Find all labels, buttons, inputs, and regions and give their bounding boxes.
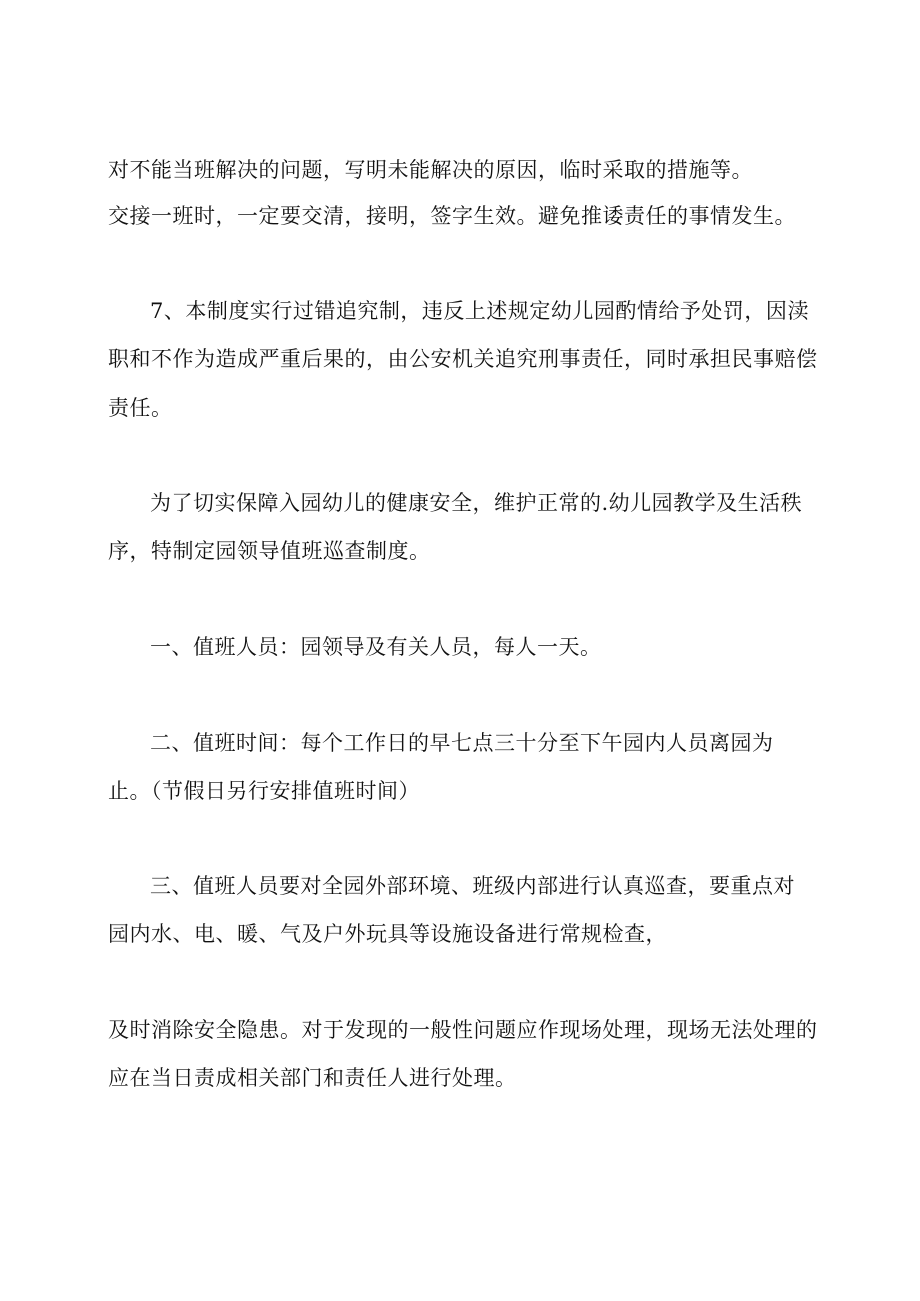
text-line: 对不能当班解决的问题，写明未能解决的原因，临时采取的措施等。: [108, 158, 753, 182]
paragraph-line: 一、值班人员：园领导及有关人员，每人一天。: [150, 635, 602, 659]
paragraph-line: 序，特制定园领导值班巡查制度。: [108, 539, 431, 563]
paragraph-line: 二、值班时间：每个工作日的早七点三十分至下午园内人员离园为: [150, 731, 774, 755]
text-line: 交接一班时，一定要交清，接明，签字生效。避免推诿责任的事情发生。: [108, 204, 796, 228]
paragraph-line: 7、本制度实行过错追究制，违反上述规定幼儿园酌情给予处罚，因渎: [150, 299, 809, 323]
paragraph-line: 园内水、电、暖、气及户外玩具等设施设备进行常规检查，: [108, 922, 667, 946]
paragraph-line: 应在当日责成相关部门和责任人进行处理。: [108, 1066, 517, 1090]
paragraph-line: 为了切实保障入园幼儿的健康安全，维护正常的.幼儿园教学及生活秩: [150, 491, 803, 515]
paragraph-line: 三、值班人员要对全园外部环境、班级内部进行认真巡查，要重点对: [150, 874, 795, 898]
paragraph-line: 职和不作为造成严重后果的，由公安机关追究刑事责任，同时承担民事赔偿: [108, 347, 818, 371]
paragraph-line: 及时消除安全隐患。对于发现的一般性问题应作现场处理，现场无法处理的: [108, 1018, 818, 1042]
paragraph-line: 责任。: [108, 396, 173, 420]
paragraph-line: 止。（节假日另行安排值班时间）: [108, 779, 420, 803]
